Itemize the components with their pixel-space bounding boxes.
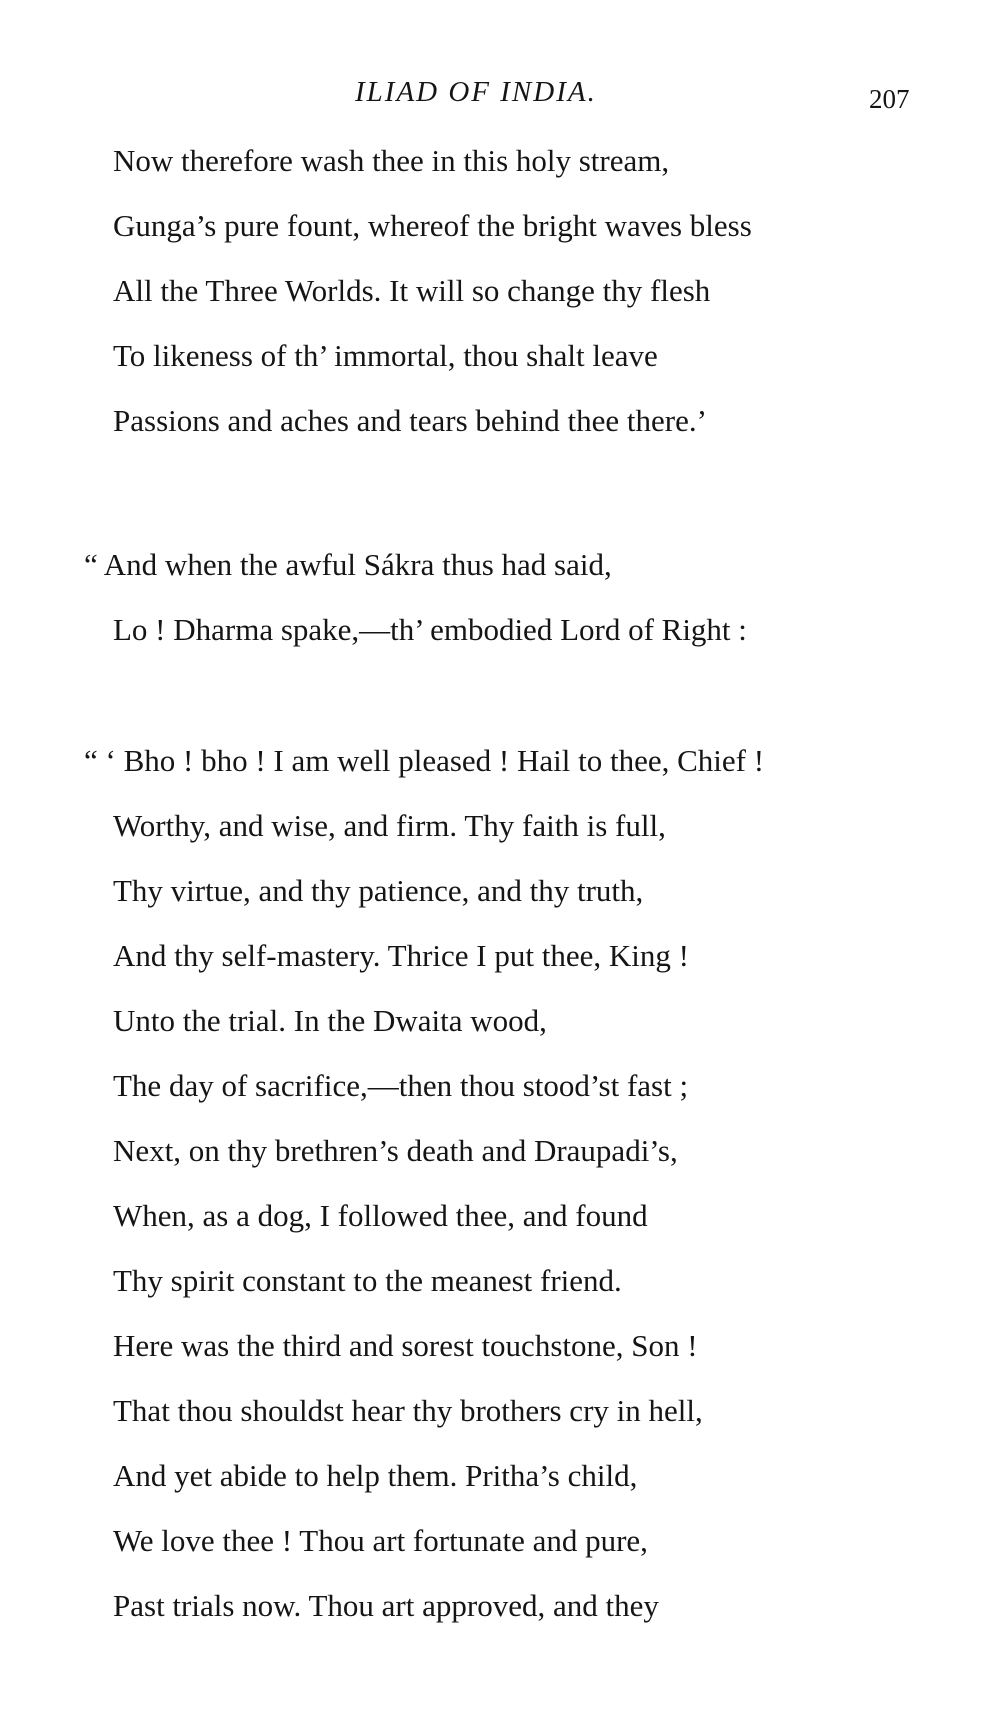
verse-line: All the Three Worlds. It will so change thy flesh — [113, 273, 711, 308]
verse-line: To likeness of th’ immortal, thou shalt leave — [113, 338, 658, 373]
verse-line: Next, on thy brethren’s death and Draupadi’s, — [113, 1133, 678, 1168]
page-number: 207 — [869, 84, 910, 114]
verse-line: Unto the trial. In the Dwaita wood, — [113, 1003, 547, 1038]
stanza-2 — [0, 532, 1000, 662]
verse-line: And yet abide to help them. Pritha’s child, — [113, 1458, 638, 1493]
verse-line: Lo ! Dharma spake,—th’ embodied Lord of Right : — [113, 612, 747, 647]
verse-line: And thy self-mastery. Thrice I put thee, King ! — [113, 938, 689, 973]
verse-line: Thy spirit constant to the meanest friend. — [113, 1263, 622, 1298]
verse-line: That thou shouldst hear thy brothers cry in hell, — [113, 1393, 703, 1428]
verse-line: When, as a dog, I followed thee, and found — [113, 1198, 648, 1233]
stanza-1 — [0, 128, 1000, 453]
running-title: ILIAD OF INDIA. — [355, 76, 597, 108]
verse-line: Gunga’s pure fount, whereof the bright waves bless — [113, 208, 752, 243]
stanza-3 — [0, 728, 1000, 1638]
verse-line: Here was the third and sorest touchstone, Son ! — [113, 1328, 698, 1363]
verse-line: “ And when the awful Sákra thus had said, — [84, 547, 612, 582]
verse-line: Worthy, and wise, and firm. Thy faith is full, — [113, 808, 666, 843]
verse-line: Thy virtue, and thy patience, and thy truth, — [113, 873, 644, 908]
verse-line: “ ‘ Bho ! bho ! I am well pleased ! Hail to thee, Chief ! — [84, 743, 765, 778]
verse-line: The day of sacrifice,—then thou stood’st fast ; — [113, 1068, 689, 1103]
verse-line: Past trials now. Thou art approved, and they — [113, 1588, 659, 1623]
verse-line: We love thee ! Thou art fortunate and pure, — [113, 1523, 648, 1558]
verse-line: Now therefore wash thee in this holy stream, — [113, 143, 670, 178]
verse-line: Passions and aches and tears behind thee there.’ — [113, 403, 707, 438]
